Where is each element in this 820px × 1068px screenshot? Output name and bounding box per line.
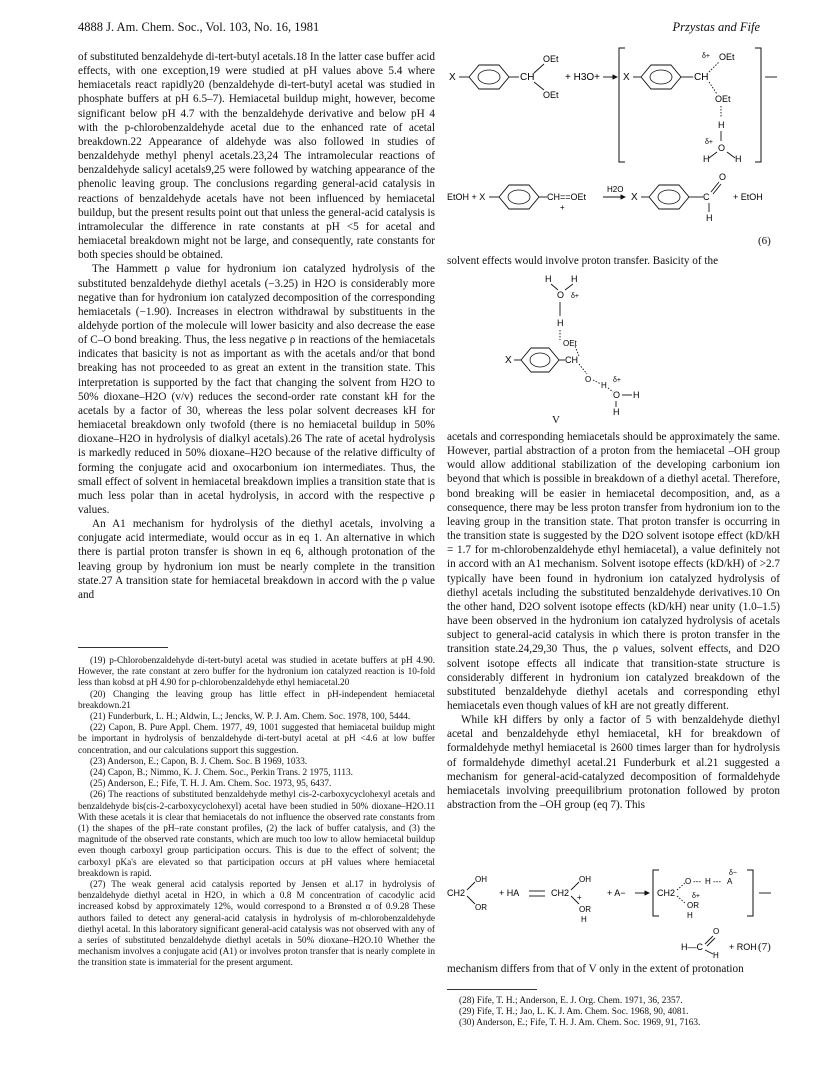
svg-text:H: H (571, 274, 578, 284)
footnote: (19) p-Chlorobenzaldehyde di-tert-butyl acetal was studied in acetate buffers at pH 4.90. However, the rate constant at zero buffer for the hydronium ion catalyzed reaction is 10-fold less than kobsd at pH 4.90 for p-chlorobenzaldehyde ethyl hemiacetal.20 (78, 656, 435, 689)
svg-text:δ+: δ+ (571, 293, 579, 300)
svg-text:H: H (703, 154, 710, 164)
svg-text:C: C (703, 192, 710, 202)
svg-text:δ+: δ+ (613, 377, 621, 384)
svg-text:O: O (719, 172, 727, 182)
footnote: (26) The reactions of substituted benzaldehyde methyl cis-2-carboxycyclohexyl acetals and benzaldehyde bis(cis-2-carboxycyclohexyl) acetal have been studied in 50% dioxane–H2O.11 With these acetals it is clear that hemiacetals do not influence the observed rate constants from (1) the shapes of the pH–rate constant profiles, (2) the lack of buffer catalysis, and (3) the magnitude of the observed rate constants, which are much too low to allow hemiacetal buildup even though carboxyl group participation occurs. This is due to the effect of solvent; the carboxyl pKa's are elevated so that participation occurs at pH values where hemiacetal breakdown is rapid. (78, 790, 435, 879)
footnote: (21) Funderburk, L. H.; Aldwin, L.; Jencks, W. P. J. Am. Chem. Soc. 1978, 100, 5444. (90, 712, 411, 723)
svg-text:OR: OR (687, 901, 699, 910)
svg-text:OH: OH (579, 875, 591, 884)
equation-6-scheme (447, 40, 787, 235)
footnote: (28) Fife, T. H.; Anderson, E. J. Org. Chem. 1971, 36, 2357. (459, 996, 683, 1006)
footnote: (30) Anderson, E.; Fife, T. H. J. Am. Chem. Soc. 1969, 91, 7163. (459, 1018, 701, 1029)
svg-text:H: H (601, 381, 607, 390)
svg-text:OR: OR (579, 905, 591, 914)
svg-text:H: H (557, 318, 564, 328)
svg-text:EtOH + X: EtOH + X (447, 192, 486, 202)
footnote: (24) Capon, B.; Nimmo, K. J. Chem. Soc., Perkin Trans. 2 1975, 1113. (90, 768, 353, 779)
paragraph: mechanism differs from that of V only in the extent of protonation (447, 963, 744, 975)
structure-label: V (552, 414, 560, 426)
svg-text:A: A (727, 877, 733, 886)
equation-7-scheme (447, 868, 787, 958)
svg-text:H: H (545, 274, 552, 284)
left-footnotes (78, 656, 435, 970)
svg-text:H: H (706, 213, 713, 223)
page-header (78, 20, 760, 36)
footnote-divider (78, 647, 168, 648)
footnote: (23) Anderson, E.; Capon, B. J. Chem. Soc. B 1969, 1033. (90, 756, 308, 767)
svg-text:CH: CH (694, 72, 709, 83)
svg-text:H: H (713, 951, 719, 958)
svg-text:X: X (623, 72, 630, 83)
footnote: (25) Anderson, E.; Fife, T. H. J. Am. Chem. Soc. 1973, 95, 6437. (90, 779, 332, 790)
svg-text:CH2: CH2 (657, 888, 676, 898)
svg-text:OEt: OEt (715, 94, 731, 104)
paragraph: solvent effects would involve proton transfer. Basicity of the (447, 255, 719, 267)
svg-text:CH: CH (520, 72, 535, 83)
paragraph: While kH differs by only a factor of 5 with benzaldehyde diethyl acetal and benzaldehyde ethyl hemiacetal, kH for breakdown of formaldehyde methyl hemiacetal is 2600 times larger than for hydrolysis of formaldehyde dimethyl acetal.21 Funderburk et al.21 suggested a mechanism for general-acid-catalyzed decomposition of formaldehyde hemiacetals involving preequilibrium protonation followed by proton abstraction from the –OH group (eq 7). This (447, 714, 780, 812)
svg-text:CH==OEt: CH==OEt (547, 192, 587, 202)
right-column-end (447, 962, 780, 976)
svg-text:H—C: H—C (681, 942, 703, 952)
paragraph: acetals and corresponding hemiacetals should be approximately the same. However, partial abstraction of a proton from the hemiacetal –OH group would allow additional stabilization of the developing carbonium ion beyond that which is possible in breakdown of a diethyl acetal. Therefore, bond breaking will be easier in hemiacetal decomposition, and, as a consequence, there may be less proton transfer from hydronium ion to the leaving group in the transition state. That proton transfer is occurring in the transition state is suggested by the D2O solvent isotope effect (kD/kH = 1.7 for m-chlorobenzaldehyde ethyl hemiacetal), a value definitely not in accord with an A1 mechanism. Solvent isotope effects (kD/kH) of >2.7 typically have been found in hydronium ion catalyzed hydrolysis of diethyl acetals including the substituted benzaldehyde derivatives.10 On the other hand, D2O solvent isotope effects (kD/kH) near unity (1.0–1.5) have been observed in the hydronium ion catalyzed hydrolysis of acetals subject to general-acid catalysis in which there is proton transfer in the transition state.24,29,30 Thus, the ρ values, solvent effects, and D2O solvent isotope effects all indicate that transition-state structure is considerably different in hydronium ion catalyzed breakdown of the substituted benzaldehyde diethyl acetals and corresponding ethyl hemiacetals even though values of kH are not greatly different. (447, 431, 780, 712)
svg-text:H: H (633, 390, 640, 400)
paragraph: of substituted benzaldehyde di-tert-butyl acetals.18 In the latter case buffer acid effects, with one exception,19 were studied at pH values above 5.4 where hemiacetals react rapidly20 (benzaldehyde di-tert-butyl acetal was studied in phosphate buffers at pH 6.5–7). Hemiacetal buildup might, however, become significant below pH 4.7 with the benzaldehyde derivative and below pH 4 with the p-chlorobenzaldehyde acetal due to the enhanced rate of acetal breakdown.22 Appearance of aldehyde was also followed in studies of benzaldehyde methyl phenyl acetals.23,24 The intramolecular reactions of benzaldehyde salicyl acetals9,25 were followed by watching appearance of the phenolic leaving group. The conclusions regarding general-acid catalysis in reactions of benzaldehyde acetals have not been influenced by hemiacetal buildup, but the present results point out that unless the general-acid catalysis is intramolecular the difference in rate constants at pH <5 for acetal and hemiacetal breakdown might not be large, and consequently, rate constants for both species should be obtained. (78, 51, 435, 262)
svg-text:+: + (560, 203, 565, 212)
svg-text:δ−: δ− (729, 870, 737, 877)
svg-text:H2O: H2O (607, 185, 624, 194)
svg-text:OR: OR (475, 903, 487, 912)
footnote: (22) Capon, B. Pure Appl. Chem. 1977, 49, 1001 suggested that hemiacetal buildup might be important in hydrolysis of benzaldehyde di-tert-butyl acetal at pH <4.6 at low buffer concentration, and our calculations support this suggestion. (78, 723, 435, 756)
svg-text:X: X (631, 192, 638, 203)
running-header-authors: Przystas and Fife (672, 20, 760, 34)
svg-text:H: H (581, 915, 587, 924)
footnote: (29) Fife, T. H.; Jao, L. K. J. Am. Chem. Soc. 1968, 90, 4081. (459, 1007, 689, 1018)
svg-text:CH2: CH2 (551, 888, 570, 898)
svg-text:H: H (687, 911, 693, 920)
svg-text:δ+: δ+ (705, 139, 713, 146)
svg-text:O: O (713, 927, 720, 936)
svg-text:---: --- (693, 877, 701, 886)
svg-text:H: H (613, 407, 620, 415)
svg-text:CH: CH (565, 355, 578, 365)
substituent-label: X (449, 72, 456, 83)
benzene-ring (469, 65, 509, 89)
svg-text:OH: OH (475, 875, 487, 884)
structure-v-diagram (505, 270, 645, 415)
svg-text:δ+: δ+ (692, 893, 700, 900)
svg-text:O: O (685, 877, 692, 886)
svg-text:O: O (557, 290, 565, 300)
svg-text:OEt: OEt (719, 52, 735, 62)
svg-text:δ+: δ+ (702, 53, 710, 60)
paragraph: An A1 mechanism for hydrolysis of the diethyl acetals, involving a conjugate acid intermediate, would occur as in eq 1. An alternative in which there is partial proton transfer is shown in eq 6, although protonation of the leaving group by hydronium ion must be nearly complete in the transition state.27 A transition state for hemiacetal breakdown in accord with the ρ value and (78, 518, 435, 601)
right-footnotes (447, 996, 780, 1030)
svg-text:H: H (735, 154, 742, 164)
svg-text:X: X (505, 355, 512, 366)
footnote-divider (447, 989, 537, 990)
svg-text:+ A−: + A− (607, 888, 626, 898)
equation-number: (6) (758, 235, 771, 247)
svg-text:H: H (705, 877, 711, 886)
equation-number: (7) (758, 941, 771, 953)
svg-text:O: O (613, 390, 621, 400)
svg-text:+: + (577, 893, 582, 902)
svg-text:+ H3O+: + H3O+ (565, 72, 601, 83)
svg-text:O: O (718, 143, 726, 153)
right-column-main (447, 430, 780, 812)
right-column-top (447, 254, 780, 268)
svg-text:---: --- (713, 877, 721, 886)
running-header-journal: 4888 J. Am. Chem. Soc., Vol. 103, No. 16, 1981 (78, 20, 320, 34)
svg-text:+ HA: + HA (499, 888, 520, 898)
paragraph: The Hammett ρ value for hydronium ion catalyzed hydrolysis of the substituted benzaldehyde diethyl acetals (−3.25) in H2O is considerably more negative than for hydronium ion catalyzed decomposition of the corresponding hemiacetals (−1.90). Increases in electron withdrawal by substituents in the aldehyde portion of the molecule will lower basicity and also decrease the ease of C–O bond breaking. Thus, the less negative ρ in reactions of the hemiacetals indicates that basicity is not as important as with the acetals and/or that bond breaking has not proceeded to as great an extent in the transition state. This interpretation is supported by the fact that changing the solvent from H2O to 50% dioxane–H2O (v/v) reduces the second-order rate constant kH for the acetals by a factor of 30, whereas the less polar solvent decreases kH for hemiacetal breakdown only twofold (there is no hemiacetal buildup in 50% dioxane–H2O in hydrolysis of dialkyl acetals).26 The rate of acetal hydrolysis is markedly reduced in 50% dioxane–H2O because of the relative difficulty of forming the conjugate acid and oxocarbonium ion intermediates. Thus, the small effect of solvent in hemiacetal breakdown implies a transition state that is much less polar than in acetal hydrolysis, in accord with the respective ρ values. (78, 263, 435, 516)
svg-text:+ EtOH: + EtOH (733, 192, 763, 202)
svg-text:OEt: OEt (543, 90, 559, 100)
svg-text:CH2: CH2 (447, 888, 466, 898)
footnote: (27) The weak general acid catalysis reported by Jensen et al.17 in hydrolysis of benzaldehyde diethyl acetal in H2O, in which a 0.8 M concentration of cacodylic acid increased kobsd by approximately 12%, would correspond to a Brønsted α of 0.9.28 These authors failed to detect any general-acid catalysis in hydrolysis of m-chlorobenzaldehyde diethyl acetal. In this laboratory significant general-acid catalysis was not observed with any of a series of substituted benzaldehyde diethyl acetals in 50% dioxane–H2O.10 Whether the mechanism involves a conjugate acid (A1) or involves proton transfer that is nearly complete in the transition state is immaterial for the present argument. (78, 880, 435, 969)
svg-text:OEt: OEt (563, 339, 577, 348)
left-column (78, 50, 435, 602)
svg-text:H: H (718, 120, 725, 130)
footnote: (20) Changing the leaving group has little effect in pH-independent hemiacetal breakdown.21 (78, 689, 435, 711)
svg-text:+ ROH: + ROH (729, 942, 757, 952)
svg-text:OEt: OEt (543, 54, 559, 64)
svg-text:O: O (585, 375, 592, 384)
